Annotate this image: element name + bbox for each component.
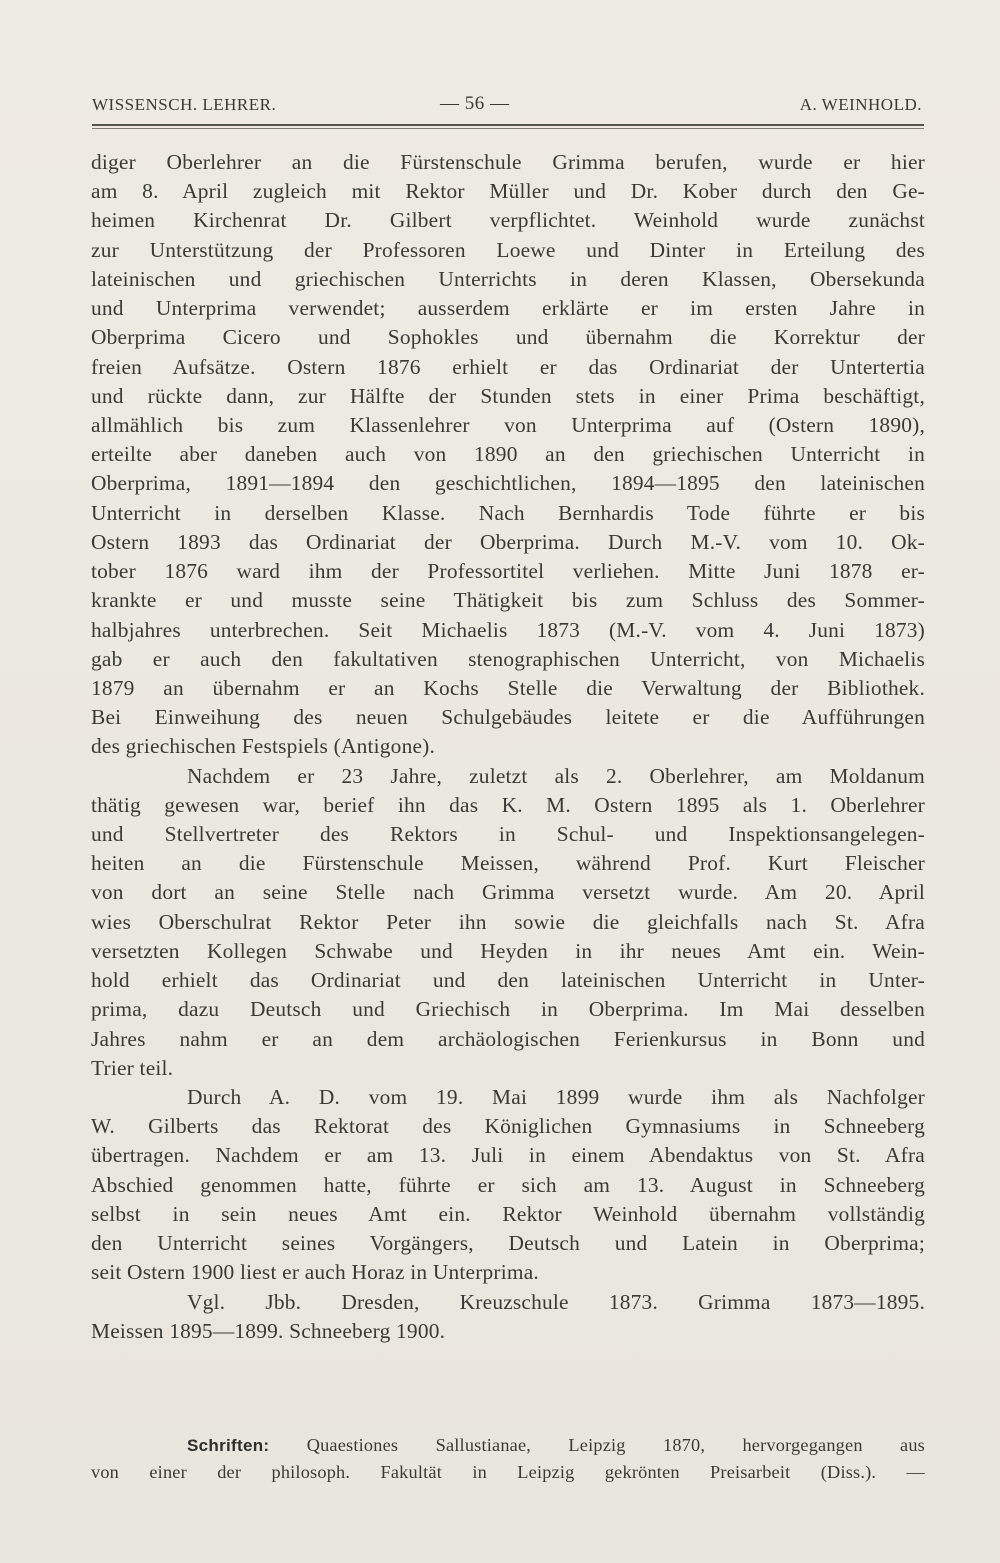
text-line: und Unterprima verwendet; ausserdem erklärte er im ersten Jahre in bbox=[91, 296, 925, 321]
text-line: heiten an die Fürstenschule Meissen, während Prof. Kurt Fleischer bbox=[91, 851, 925, 876]
text-line: halbjahres unterbrechen. Seit Michaelis 1873 (M.-V. vom 4. Juni 1873) bbox=[91, 617, 925, 642]
text-line: erteilte aber daneben auch von 1890 an den griechischen Unterricht in bbox=[91, 442, 925, 467]
paragraph-end-line: Trier teil. bbox=[91, 1055, 174, 1080]
text-line: allmählich bis zum Klassenlehrer von Unterprima auf (Ostern 1890), bbox=[91, 412, 925, 437]
header-rule bbox=[92, 124, 924, 126]
paragraph-end-line: des griechischen Festspiels (Antigone). bbox=[91, 734, 436, 759]
text-line: Abschied genommen hatte, führte er sich am 13. August in Schneeberg bbox=[91, 1172, 925, 1197]
body-text bbox=[91, 148, 925, 1346]
paragraph-end-line: seit Ostern 1900 liest er auch Horaz in Unterprima. bbox=[91, 1260, 539, 1285]
text-line: W. Gilberts das Rektorat des Königlichen Gymnasiums in Schneeberg bbox=[91, 1114, 925, 1139]
text-line: lateinischen und griechischen Unterrichts in deren Klassen, Obersekunda bbox=[91, 266, 925, 291]
text-line: Oberprima Cicero und Sophokles und übernahm die Korrektur der bbox=[91, 325, 925, 350]
text-line: selbst in sein neues Amt ein. Rektor Weinhold übernahm vollständig bbox=[91, 1201, 925, 1226]
text-line: und Stellvertreter des Rektors in Schul- und Inspektionsangelegen- bbox=[91, 822, 925, 847]
text-line: übertragen. Nachdem er am 13. Juli in einem Abendaktus von St. Afra bbox=[91, 1143, 925, 1168]
text-line: von dort an seine Stelle nach Grimma versetzt wurde. Am 20. April bbox=[91, 880, 925, 905]
text-line: 1879 an übernahm er an Kochs Stelle die Verwaltung der Bibliothek. bbox=[91, 675, 925, 700]
schriften-line bbox=[91, 1432, 925, 1459]
header-section-title: WISSENSCH. LEHRER. bbox=[92, 95, 277, 114]
paragraph-start-line: Nachdem er 23 Jahre, zuletzt als 2. Oberlehrer, am Moldanum bbox=[187, 763, 925, 788]
text-line: Unterricht in derselben Klasse. Nach Bernhardis Tode führte er bis bbox=[91, 500, 925, 525]
schriften-label: Schriften: bbox=[187, 1436, 270, 1455]
reference-line: Vgl. Jbb. Dresden, Kreuzschule 1873. Grimma 1873—1895. bbox=[187, 1289, 925, 1314]
schriften-text: Quaestiones Sallustianae, Leipzig 1870, hervorgegangen aus bbox=[306, 1435, 925, 1455]
text-line: Jahres nahm er an dem archäologischen Ferienkursus in Bonn und bbox=[91, 1026, 925, 1051]
reference-line-end: Meissen 1895—1899. Schneeberg 1900. bbox=[91, 1318, 446, 1343]
text-line: tober 1876 ward ihm der Professortitel verliehen. Mitte Juni 1878 er- bbox=[91, 559, 925, 584]
text-line: Ostern 1893 das Ordinariat der Oberprima. Durch M.-V. vom 10. Ok- bbox=[91, 529, 925, 554]
running-header bbox=[92, 93, 922, 125]
text-line: zur Unterstützung der Professoren Loewe und Dinter in Erteilung des bbox=[91, 237, 925, 262]
text-line: hold erhielt das Ordinariat und den lateinischen Unterricht in Unter- bbox=[91, 968, 925, 993]
text-line: Bei Einweihung des neuen Schulgebäudes leitete er die Aufführungen bbox=[91, 705, 925, 730]
text-line: wies Oberschulrat Rektor Peter ihn sowie die gleichfalls nach St. Afra bbox=[91, 909, 925, 934]
text-line: prima, dazu Deutsch und Griechisch in Oberprima. Im Mai desselben bbox=[91, 997, 925, 1022]
header-author-name: A. WEINHOLD. bbox=[799, 95, 922, 114]
text-line: freien Aufsätze. Ostern 1876 erhielt er das Ordinariat der Untertertia bbox=[91, 354, 925, 379]
text-line: krankte er und musste seine Thätigkeit bis zum Schluss des Sommer- bbox=[91, 588, 925, 613]
header-rule-thin bbox=[92, 128, 924, 129]
text-line: thätig gewesen war, berief ihn das K. M. Ostern 1895 als 1. Oberlehrer bbox=[91, 792, 925, 817]
paragraph-start-line: Durch A. D. vom 19. Mai 1899 wurde ihm als Nachfolger bbox=[187, 1085, 925, 1109]
schriften-section bbox=[91, 1432, 925, 1486]
text-line: versetzten Kollegen Schwabe und Heyden in ihr neues Amt ein. Wein- bbox=[91, 938, 925, 963]
schriften-line: von einer der philosoph. Fakultät in Leipzig gekrönten Preisarbeit (Diss.). — bbox=[91, 1462, 925, 1482]
text-line: am 8. April zugleich mit Rektor Müller und Dr. Kober durch den Ge- bbox=[91, 179, 925, 204]
text-line: heimen Kirchenrat Dr. Gilbert verpflichtet. Weinhold wurde zunächst bbox=[91, 208, 925, 233]
text-line: den Unterricht seines Vorgängers, Deutsch und Latein in Oberprima; bbox=[91, 1231, 925, 1256]
text-line: gab er auch den fakultativen stenographischen Unterricht, von Michaelis bbox=[91, 646, 925, 671]
text-line: und rückte dann, zur Hälfte der Stunden stets in einer Prima beschäftigt, bbox=[91, 383, 925, 408]
text-line: Oberprima, 1891—1894 den geschichtlichen, 1894—1895 den lateinischen bbox=[91, 471, 925, 496]
text-line: diger Oberlehrer an die Fürstenschule Grimma berufen, wurde er hier bbox=[91, 150, 925, 174]
page-number: — 56 — bbox=[440, 93, 510, 114]
